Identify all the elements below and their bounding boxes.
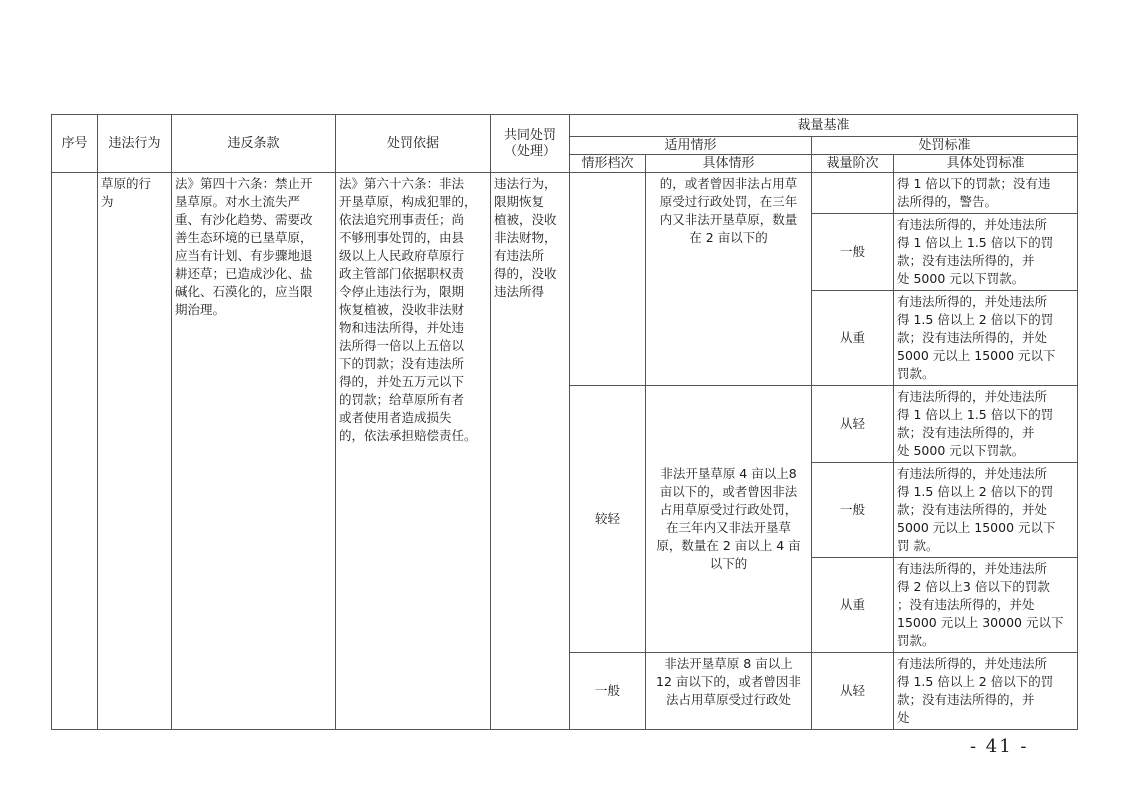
page-number: - 41 - xyxy=(970,736,1029,757)
stage-cell xyxy=(812,173,894,214)
situation-detail: 的，或者曾因非法占用草 原受过行政处罚，在三年 内又非法开垦草原，数量 在 2 亩以下的 xyxy=(646,173,812,386)
level-cell: 较轻 xyxy=(570,386,646,653)
header-common-penalty: 共同处罚 （处理） xyxy=(491,115,570,173)
header-specific-penalty: 具体处罚标准 xyxy=(894,155,1078,173)
penalty-cell: 有违法所得的，并处违法所 得 1.5 倍以上 2 倍以下的罚 款；没有违法所得的，并处 5000 元以上 15000 元以下 罚款。 xyxy=(894,291,1078,386)
penalty-cell: 有违法所得的，并处违法所 得 1.5 倍以上 2 倍以下的罚 款；没有违法所得的，并处 5000 元以上 15000 元以下 罚 款。 xyxy=(894,463,1078,558)
level-cell xyxy=(570,173,646,386)
penalty-cell: 得 1 倍以下的罚款；没有违 法所得的，警告。 xyxy=(894,173,1078,214)
header-penalty-basis: 处罚依据 xyxy=(336,115,491,173)
stage-cell: 从重 xyxy=(812,291,894,386)
header-discretion-standard: 裁量基准 xyxy=(570,115,1078,137)
stage-cell: 从重 xyxy=(812,558,894,653)
row-violated-clause: 法》第四十六条：禁止开 垦草原。对水土流失严 重、有沙化趋势、需要改 善生态环境的已垦草原， 应当有计划、有步骤地退 耕还草；已造成沙化、盐 碱化、石漠化的，应当限 期治理。 xyxy=(172,173,336,730)
header-violation: 违法行为 xyxy=(98,115,172,173)
row-seq xyxy=(52,173,98,730)
stage-cell: 从轻 xyxy=(812,386,894,463)
stage-cell: 从轻 xyxy=(812,653,894,730)
situation-detail: 非法开垦草原 4 亩以上8 亩以下的，或者曾因非法 占用草原受过行政处罚， 在三年内又非法开垦草 原，数量在 2 亩以上 4 亩 以下的 xyxy=(646,386,812,653)
header-violated-clause: 违反条款 xyxy=(172,115,336,173)
row-violation: 草原的行 为 xyxy=(98,173,172,730)
penalty-cell: 有违法所得的，并处违法所 得 1 倍以上 1.5 倍以下的罚 款；没有违法所得的，并 处 5000 元以下罚款。 xyxy=(894,386,1078,463)
penalty-cell: 有违法所得的，并处违法所 得 1 倍以上 1.5 倍以下的罚 款；没有违法所得的，并 处 5000 元以下罚款。 xyxy=(894,214,1078,291)
header-discretion-stage: 裁量阶次 xyxy=(812,155,894,173)
penalty-table xyxy=(51,114,1078,730)
stage-cell: 一般 xyxy=(812,214,894,291)
level-cell: 一般 xyxy=(570,653,646,730)
header-seq: 序号 xyxy=(52,115,98,173)
header-specific-situation: 具体情形 xyxy=(646,155,812,173)
header-penalty-standard: 处罚标准 xyxy=(812,137,1078,155)
situation-detail: 非法开垦草原 8 亩以上 12 亩以下的，或者曾因非 法占用草原受过行政处 xyxy=(646,653,812,730)
header-applicable-situation: 适用情形 xyxy=(570,137,812,155)
penalty-cell: 有违法所得的，并处违法所 得 2 倍以上3 倍以下的罚款 ；没有违法所得的，并处 15000 元以上 30000 元以下 罚款。 xyxy=(894,558,1078,653)
penalty-cell: 有违法所得的，并处违法所 得 1.5 倍以上 2 倍以下的罚 款；没有违法所得的，并 处 xyxy=(894,653,1078,730)
row-common-penalty: 违法行为， 限期恢复 植被，没收 非法财物， 有违法所 得的，没收 违法所得 xyxy=(491,173,570,730)
stage-cell: 一般 xyxy=(812,463,894,558)
row-penalty-basis: 法》第六十六条：非法 开垦草原，构成犯罪的， 依法追究刑事责任；尚 不够刑事处罚的，由县 级以上人民政府草原行 政主管部门依据职权责 令停止违法行为，限期 恢复植被，没收非法财 物和违法所得，并处违 法所得一倍以上五倍以 下的罚款；没有违法所 得的，并处五万元以下 的罚款；给草原所有者 或者使用者造成损失 的，依法承担赔偿责任。 xyxy=(336,173,491,730)
header-situation-level: 情形档次 xyxy=(570,155,646,173)
